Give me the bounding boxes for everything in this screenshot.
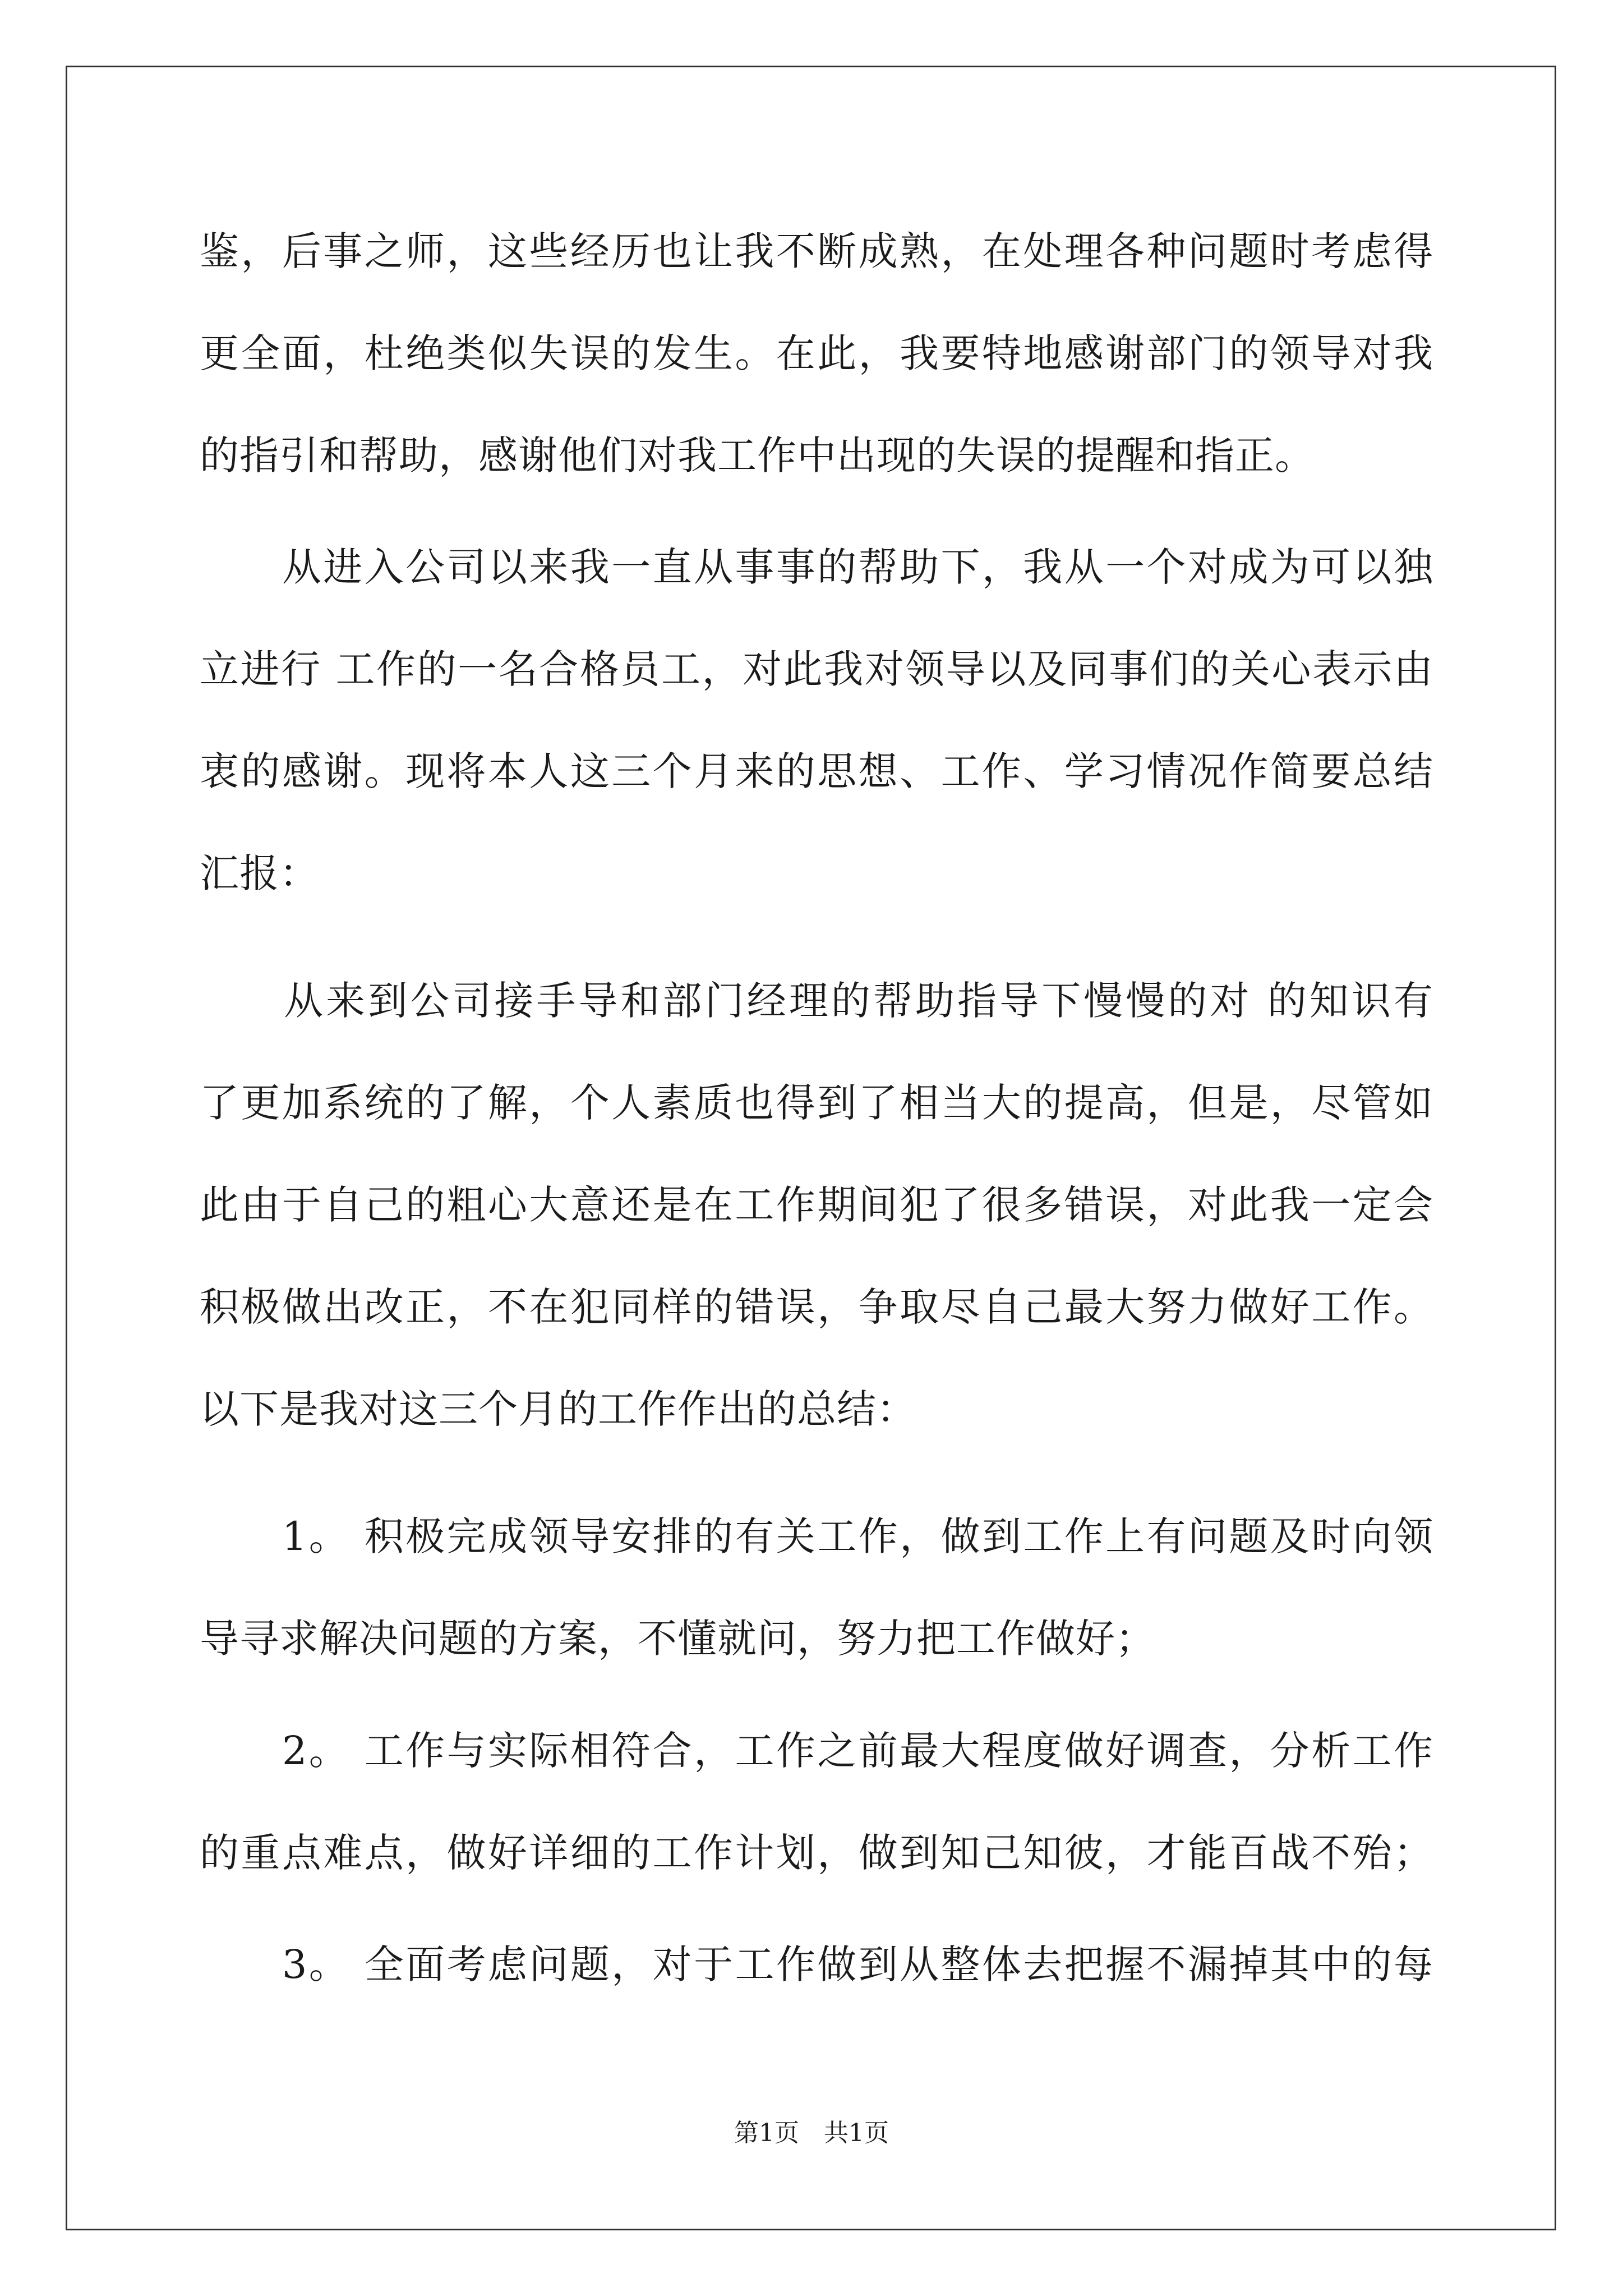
text-line: 汇报：	[200, 850, 319, 896]
text-line: 了更加系统的了解，个人素质也得到了相当大的提高，但是，尽管如	[200, 1080, 1433, 1126]
text-line: 衷的感谢。现将本人这三个月来的思想、工作、学习情况作简要总结	[200, 748, 1433, 794]
text-line: 鉴，后事之师，这些经历也让我不断成熟，在处理各种问题时考虑得	[200, 228, 1433, 274]
text-line: 的重点难点，做好详细的工作计划，做到知己知彼，才能百战不殆；	[200, 1830, 1433, 1876]
text-line: 的指引和帮助，感谢他们对我工作中出现的失误的提醒和指正。	[200, 432, 1315, 478]
text-line: 积极做出改正，不在犯同样的错误，争取尽自己最大努力做好工作。	[200, 1284, 1433, 1330]
text-line: 立进行 工作的一名合格员工，对此我对领导以及同事们的关心表示由	[200, 646, 1433, 692]
page-number-footer: 第1页 共1页	[734, 2119, 889, 2147]
text-line: 此由于自己的粗心大意还是在工作期间犯了很多错误，对此我一定会	[200, 1182, 1433, 1228]
text-line: 从来到公司接手导和部门经理的帮助指导下慢慢的对 的知识有	[200, 978, 1433, 1024]
text-line: 更全面，杜绝类似失误的发生。在此，我要特地感谢部门的领导对我	[200, 330, 1433, 376]
text-line: 以下是我对这三个月的工作作出的总结：	[200, 1386, 916, 1432]
text-line: 3。 全面考虑问题，对于工作做到从整体去把握不漏掉其中的每	[200, 1941, 1433, 1987]
text-line: 导寻求解决问题的方案，不懂就问，努力把工作做好；	[200, 1616, 1155, 1662]
text-line: 2。 工作与实际相符合，工作之前最大程度做好调查，分析工作	[200, 1728, 1433, 1774]
text-line: 1。 积极完成领导安排的有关工作，做到工作上有问题及时向领	[200, 1513, 1433, 1559]
page-border	[66, 66, 1556, 2230]
text-line: 从进入公司以来我一直从事事的帮助下，我从一个对成为可以独	[200, 544, 1433, 590]
